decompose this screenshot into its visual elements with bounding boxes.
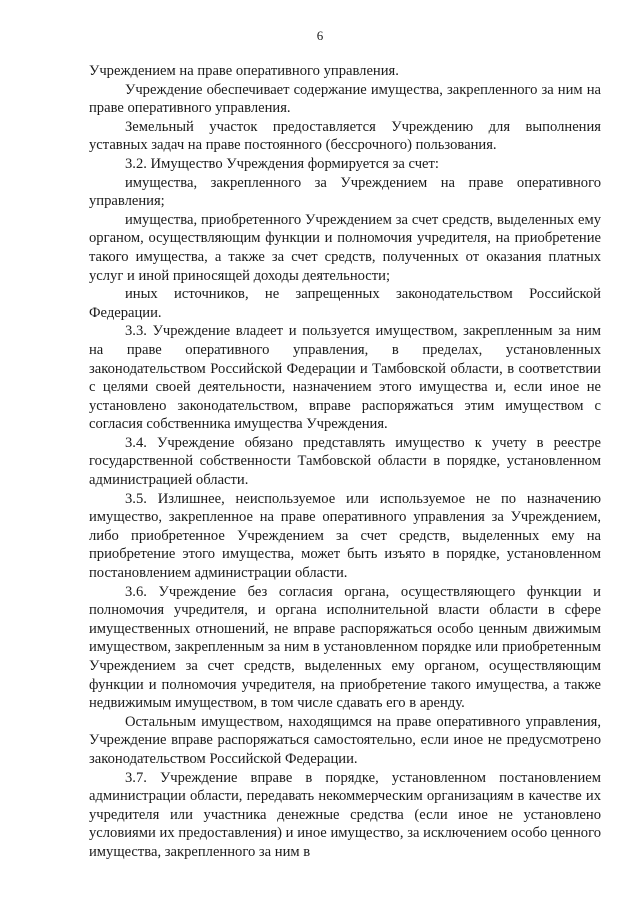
paragraph: 3.2. Имущество Учреждения формируется за счет: xyxy=(125,155,439,172)
paragraph: имущества, закрепленного за Учреждением на праве оперативного управления; xyxy=(89,174,601,210)
paragraph: Учреждение обеспечивает содержание имущества, закрепленного за ним на праве оперативного управления. xyxy=(89,81,601,117)
paragraph: имущества, приобретенного Учреждением за счет средств, выделенных ему органом, осуществляющим функции и полномочия учредителя, на приобретение такого имущества, а также за счет средств, полученных от оказания платных услуг и иной приносящей доходы деятельности; xyxy=(89,211,601,284)
document-body xyxy=(89,62,601,862)
paragraph: иных источников, не запрещенных законодательством Российской Федерации. xyxy=(89,286,601,321)
paragraph: 3.3. Учреждение владеет и пользуется имуществом, закрепленным за ним на праве оперативного управления, в пределах, установленных законодательством Российской Федерации и Тамбовской области, в соответствии с целями своей деятельности, назначением этого имущества и, если иное не установлено законодательством, вправе распоряжаться этим имуществом с согласия собственника имущества Учреждения. xyxy=(89,323,601,433)
paragraph: 3.4. Учреждение обязано представлять имущество к учету в реестре государственной собственности Тамбовской области в порядке, установленном администрацией области. xyxy=(89,434,601,489)
paragraph: Земельный участок предоставляется Учреждению для выполнения уставных задач на праве постоянного (бессрочного) пользования. xyxy=(89,118,601,154)
paragraph: 3.7. Учреждение вправе в порядке, установленном постановлением администрации области, передавать некоммерческим организациям в качестве их учредителя или участника денежные средства (если иное не установлено условиями их предоставления) и иное имущество, за исключением особо ценного имущества, закрепленного за ним в xyxy=(89,769,601,860)
paragraph: 3.6. Учреждение без согласия органа, осуществляющего функции и полномочия учредителя, и органа исполнительной власти области в сфере имущественных отношений, не вправе распоряжаться особо ценным движимым имуществом, закрепленным за ним в установленном порядке или приобретенным Учреждением за счет средств, выделенных ему органом, осуществляющим функции и полномочия учредителя, на приобретение такого имущества, а также недвижимым имуществом, в том числе сдавать его в аренду. xyxy=(89,583,601,712)
paragraph: Учреждением на праве оперативного управления. xyxy=(89,63,399,79)
paragraph: 3.5. Излишнее, неиспользуемое или используемое не по назначению имущество, закрепленное на праве оперативного управления за Учреждением, либо приобретенное Учреждением за счет средств, выделенных ему на приобретение этого имущества, может быть изъято в порядке, установленном постановлением администрации области. xyxy=(89,490,601,582)
paragraph: Остальным имуществом, находящимся на праве оперативного управления, Учреждение вправе распоряжаться самостоятельно, если иное не предусмотрено законодательством Российской Федерации. xyxy=(89,713,601,767)
page-number: 6 xyxy=(316,28,324,43)
